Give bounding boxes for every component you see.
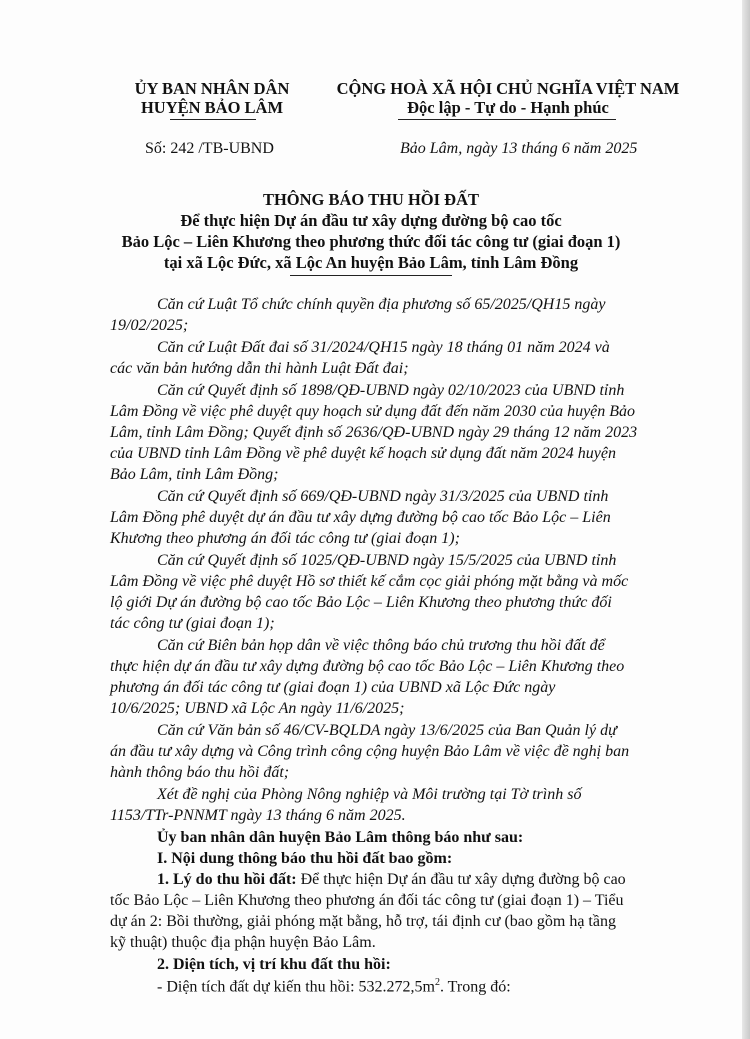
basis-line: lộ giới Dự án đường bộ cao tốc Bảo Lộc – Liên Khương theo phương thức đối xyxy=(110,594,612,611)
basis-line: Lâm Đồng phê duyệt dự án đầu tư xây dựng đường bộ cao tốc Bảo Lộc – Liên xyxy=(110,509,611,526)
org-underline xyxy=(170,119,256,120)
document-title: THÔNG BÁO THU HỒI ĐẤT xyxy=(262,190,480,209)
basis-line: 1153/TTr-PNNMT ngày 13 tháng 6 năm 2025. xyxy=(110,807,406,824)
basis-line: Căn cứ Luật Tổ chức chính quyền địa phương số 65/2025/QH15 ngày xyxy=(157,296,606,313)
basis-line: tác công tư (giai đoạn 1); xyxy=(110,615,275,632)
basis-line: Căn cứ Quyết định số 669/QĐ-UBND ngày 31/3/2025 của UBND tỉnh xyxy=(157,488,609,505)
section-heading: I. Nội dung thông báo thu hồi đất bao gồm: xyxy=(157,850,453,867)
org-name-line2: HUYỆN BẢO LÂM xyxy=(140,98,284,117)
item1-line2: tốc Bảo Lộc – Liên Khương theo phương án đối tác công tư (giai đoạn 1) – Tiểu xyxy=(110,892,624,909)
item1-label: 1. Lý do thu hồi đất: xyxy=(157,871,297,888)
basis-line: Lâm Đồng về việc phê duyệt Hồ sơ thiết kế cắm cọc giải phóng mặt bằng và mốc xyxy=(110,573,629,590)
basis-line: 10/6/2025; UBND xã Lộc An ngày 11/6/2025; xyxy=(110,700,405,717)
item1-line4: kỹ thuật) thuộc địa phận huyện Bảo Lâm. xyxy=(110,934,376,951)
basis-line: Bảo Lâm, tỉnh Lâm Đồng; xyxy=(110,466,279,483)
announce-line: Ủy ban nhân dân huyện Bảo Lâm thông báo như sau: xyxy=(157,829,524,846)
item1-line1 xyxy=(157,871,626,889)
basis-line: 19/02/2025; xyxy=(110,317,189,334)
document-number: Số: 242 /TB-UBND xyxy=(145,140,274,157)
item2-heading: 2. Diện tích, vị trí khu đất thu hồi: xyxy=(157,956,391,973)
item1-text: Để thực hiện Dự án đầu tư xây dựng đường bộ cao xyxy=(296,871,626,888)
area-suffix: . Trong đó: xyxy=(439,978,511,996)
org-name-line1: ỦY BAN NHÂN DÂN xyxy=(134,79,290,98)
nation-motto: Độc lập - Tự do - Hạnh phúc xyxy=(407,98,609,117)
basis-line: thực hiện dự án đầu tư xây dựng đường bộ cao tốc Bảo Lộc – Liên Khương theo xyxy=(110,658,625,675)
motto-underline xyxy=(398,119,616,120)
basis-line: các văn bản hướng dẫn thi hành Luật Đất đai; xyxy=(110,360,409,377)
place-date: Bảo Lâm, ngày 13 tháng 6 năm 2025 xyxy=(400,140,638,157)
title-sub-line1: Để thực hiện Dự án đầu tư xây dựng đường bộ cao tốc xyxy=(180,211,562,230)
basis-line: Căn cứ Quyết định số 1898/QĐ-UBND ngày 02/10/2023 của UBND tỉnh xyxy=(157,382,625,399)
basis-line: Khương theo phương án đối tác công tư (giai đoạn 1); xyxy=(110,530,460,547)
basis-line: Xét đề nghị của Phòng Nông nghiệp và Môi trường tại Tờ trình số xyxy=(157,786,582,803)
page-edge-shadow xyxy=(742,0,750,1039)
nation-line1: CỘNG HOÀ XÃ HỘI CHỦ NGHĨA VIỆT NAM xyxy=(336,79,680,98)
area-text: - Diện tích đất dự kiến thu hồi: 532.272,5m xyxy=(157,978,435,996)
basis-line: Căn cứ Biên bản họp dân về việc thông báo chủ trương thu hồi đất để xyxy=(157,637,605,654)
title-sub-line2: Bảo Lộc – Liên Khương theo phương thức đối tác công tư (giai đoạn 1) xyxy=(121,232,621,251)
area-unit-superscript: 2 xyxy=(434,977,440,988)
title-sub-line3: tại xã Lộc Đức, xã Lộc An huyện Bảo Lâm, tỉnh Lâm Đồng xyxy=(163,253,579,272)
basis-line: Căn cứ Luật Đất đai số 31/2024/QH15 ngày 18 tháng 01 năm 2024 và xyxy=(157,339,610,356)
basis-line: Căn cứ Văn bản số 46/CV-BQLDA ngày 13/6/2025 của Ban Quản lý dự xyxy=(157,722,617,739)
basis-line: của UBND tỉnh Lâm Đồng về phê duyệt kế hoạch sử dụng đất năm 2024 huyện xyxy=(110,445,616,462)
basis-line: Căn cứ Quyết định số 1025/QĐ-UBND ngày 15/5/2025 của UBND tỉnh xyxy=(157,552,617,569)
item2-area-line xyxy=(157,977,511,996)
basis-line: án đầu tư xây dựng và Công trình công cộng huyện Bảo Lâm về việc đề nghị ban xyxy=(110,743,630,760)
item1-line3: dự án 2: Bồi thường, giải phóng mặt bằng, hỗ trợ, tái định cư (bao gồm hạ tầng xyxy=(110,913,616,930)
basis-line: Lâm Đồng về việc phê duyệt quy hoạch sử dụng đất đến năm 2030 của huyện Bảo xyxy=(110,403,636,420)
basis-line: phương án đối tác công tư (giai đoạn 1) của UBND xã Lộc Đức ngày xyxy=(110,679,556,696)
basis-line: hành thông báo thu hồi đất; xyxy=(110,764,290,781)
basis-line: Lâm, tỉnh Lâm Đồng; Quyết định số 2636/QĐ-UBND ngày 29 tháng 12 năm 2023 xyxy=(110,424,638,441)
title-underline xyxy=(290,275,452,276)
